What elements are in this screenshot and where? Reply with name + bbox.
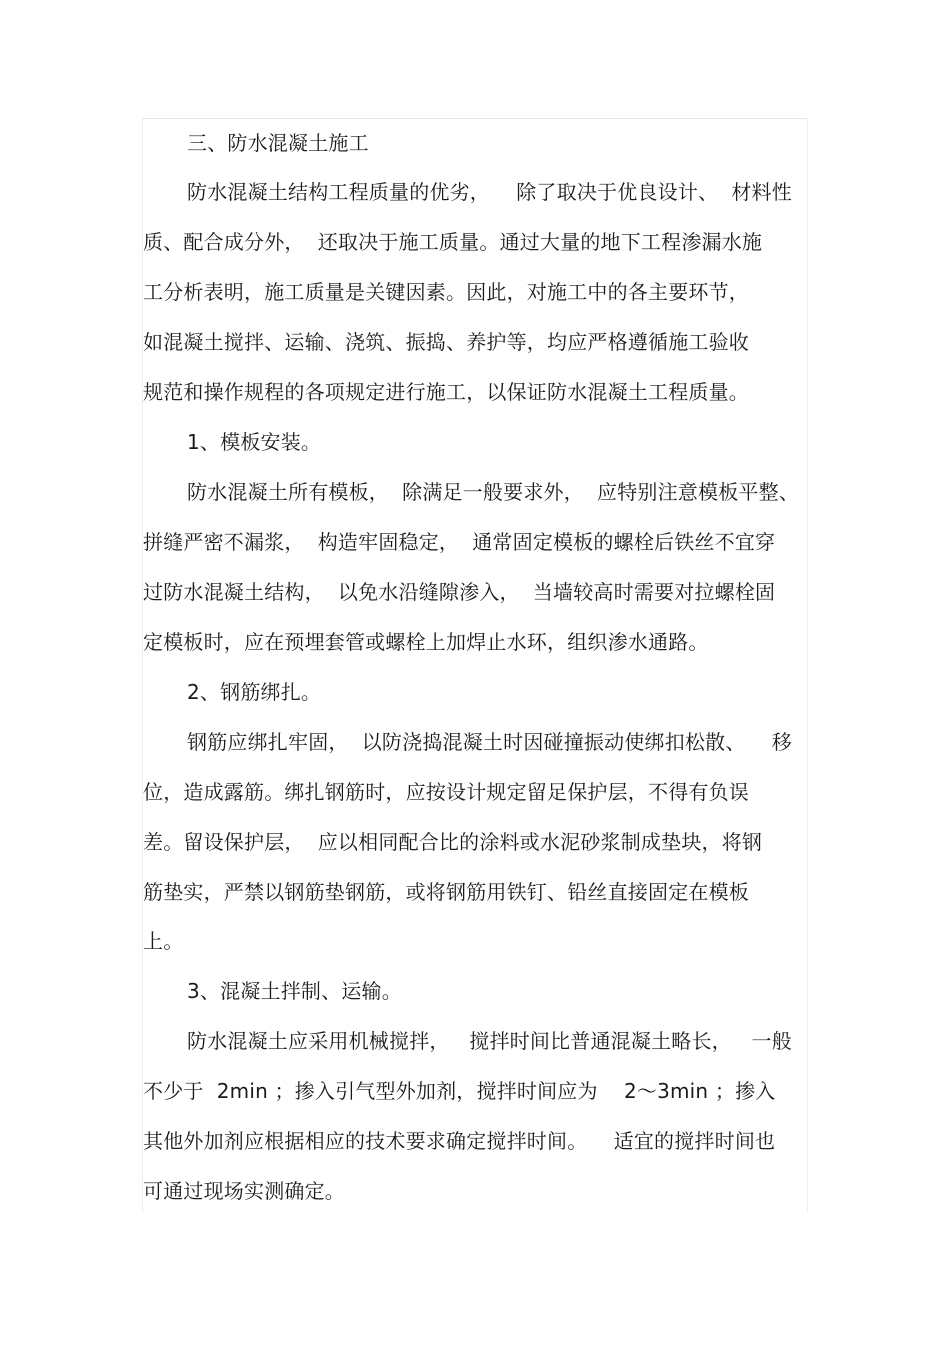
document-page <box>142 118 808 1213</box>
paragraph-line: 钢筋应绑扎牢固， 以防浇捣混凝土时因碰撞振动使绑扣松散、 移 <box>187 730 792 754</box>
paragraph-line: 质、配合成分外， 还取决于施工质量。通过大量的地下工程渗漏水施 <box>143 230 763 254</box>
section-heading: 三、防水混凝土施工 <box>187 131 369 155</box>
paragraph-line: 可通过现场实测确定。 <box>143 1179 345 1203</box>
paragraph-line: 拼缝严密不漏浆， 构造牢固稳定， 通常固定模板的螺栓后铁丝不宜穿 <box>143 530 776 554</box>
paragraph-line: 如混凝土搅拌、运输、浇筑、振捣、养护等，均应严格遵循施工验收 <box>143 330 749 354</box>
paragraph-line: 过防水混凝土结构， 以免水沿缝隙渗入， 当墙较高时需要对拉螺栓固 <box>143 580 776 604</box>
paragraph-line: 防水混凝土结构工程质量的优劣， 除了取决于优良设计、 材料性 <box>187 180 792 204</box>
subsection-heading: 3、混凝土拌制、运输。 <box>187 979 402 1003</box>
paragraph-line: 工分析表明，施工质量是关键因素。因此，对施工中的各主要环节， <box>143 280 749 304</box>
paragraph-line: 不少于 2min ；掺入引气型外加剂，搅拌时间应为 2～3min ；掺入 <box>143 1079 776 1103</box>
paragraph-line: 位，造成露筋。绑扎钢筋时，应按设计规定留足保护层，不得有负误 <box>143 780 749 804</box>
paragraph-line: 防水混凝土所有模板， 除满足一般要求外， 应特别注意模板平整、 <box>187 480 800 504</box>
subsection-heading: 2、钢筋绑扎。 <box>187 680 322 704</box>
paragraph-line: 差。留设保护层， 应以相同配合比的涂料或水泥砂浆制成垫块，将钢 <box>143 830 763 854</box>
paragraph-line: 上。 <box>143 929 184 953</box>
subsection-heading: 1、模板安装。 <box>187 430 322 454</box>
paragraph-line: 规范和操作规程的各项规定进行施工，以保证防水混凝土工程质量。 <box>143 380 749 404</box>
paragraph-line: 筋垫实，严禁以钢筋垫钢筋，或将钢筋用铁钉、铅丝直接固定在模板 <box>143 880 749 904</box>
paragraph-line: 定模板时，应在预埋套管或螺栓上加焊止水环，组织渗水通路。 <box>143 630 709 654</box>
paragraph-line: 其他外加剂应根据相应的技术要求确定搅拌时间。 适宜的搅拌时间也 <box>143 1129 776 1153</box>
paragraph-line: 防水混凝土应采用机械搅拌， 搅拌时间比普通混凝土略长， 一般 <box>187 1029 792 1053</box>
